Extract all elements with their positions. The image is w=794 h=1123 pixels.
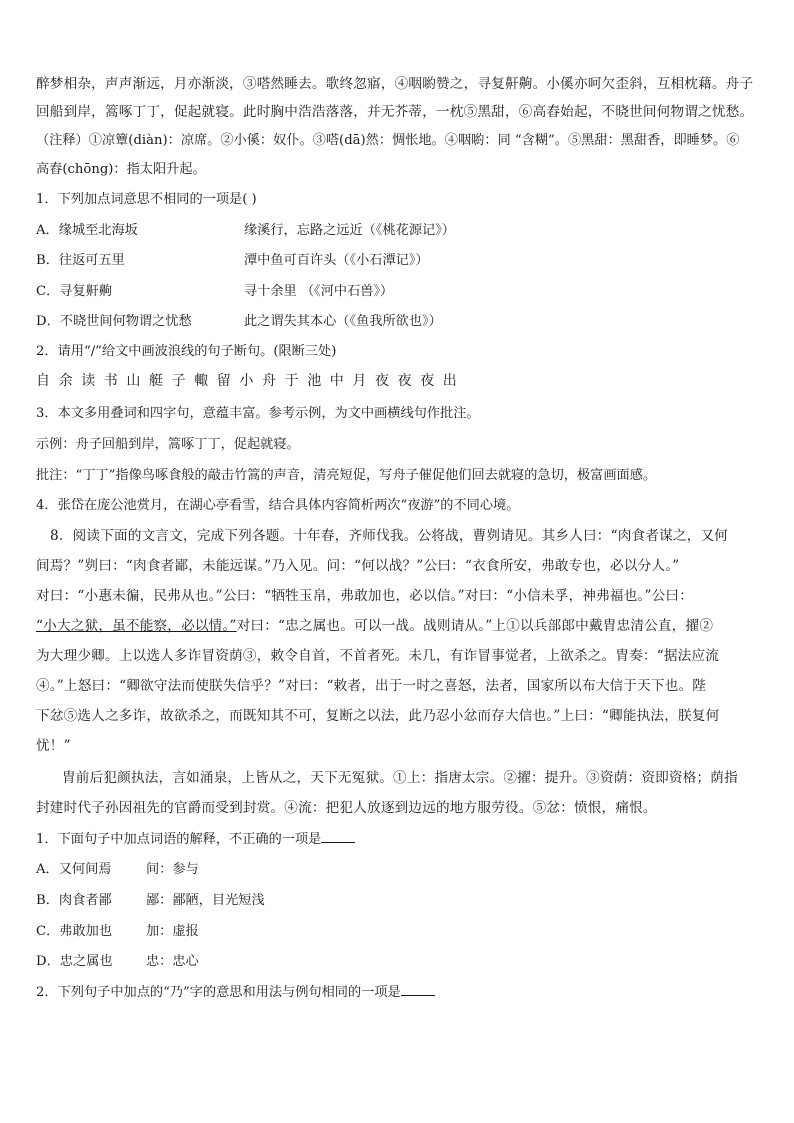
option-b-right: 鄙：鄙陋，目光短浅 <box>146 893 265 908</box>
answer-blank <box>321 830 355 843</box>
annotation-example: 批注：“丁丁”指像鸟啄食般的敲击竹篙的声音，清亮短促，写舟子催促他们回去就寝的急切，极富画面感。 <box>36 468 657 483</box>
option-d-left: D．不晓世间何物谓之忧愁 <box>36 314 192 329</box>
question-2: 2．请用“/”给文中画波浪线的句子断句。(限断三处) <box>36 344 337 359</box>
passage-line: 间焉？”刿曰：“肉食者鄙，未能远谋。”乃入见。问：“何以战？”公曰：“衣食所安，弗敢专也，必以分人。” <box>36 558 680 574</box>
passage-line: ④。”上怒曰：“卿欲守法而使朕失信乎？”对曰：“敕者，出于一时之喜怒，法者，国家所以布大信于天下也。陛 <box>36 678 707 694</box>
option-c-left: C．寻复鼾齁 <box>36 284 113 299</box>
option-a-left: A．又何间焉 <box>36 862 112 877</box>
option-a-left: A．缘城至北海坂 <box>36 223 138 238</box>
option-d-left: D．忠之属也 <box>36 954 113 969</box>
option-d <box>36 310 442 329</box>
option-c-right: 寻十余里 （《河中石兽》） <box>244 284 394 299</box>
annotation-line: （注释）①凉簟(diàn)：凉席。②小傒：奴仆。③嗒(dā)然：惆怅地。④咽喲：同 “含糊”。⑤黑甜：黑甜香，即睡梦。⑥ <box>36 133 740 148</box>
question-3: 3．本文多用叠词和四字句，意蕴丰富。参考示例，为文中画横线句作批注。 <box>36 406 480 421</box>
passage-line: 忧！” <box>36 738 71 754</box>
passage-text: 对曰：“忠之属也。可以一战。战则请从。”上①以兵部郎中戴胄忠清公直，擢② <box>236 618 714 634</box>
passage-line: 对曰：“小惠未徧，民弗从也。”公曰：“牺牲玉帛，弗敢加也，必以信。”对曰：“小信未孚，神弗福也。”公曰： <box>36 588 694 604</box>
passage-line: 为大理少卿。上以选人多诈冒资荫③，敕令自首，不首者死。未几，有诈冒事觉者，上欲杀之。胄奏：“据法应流 <box>36 648 720 664</box>
answer-blank <box>401 983 435 996</box>
passage-line: 胄前后犯颜执法，言如涌泉，上皆从之，天下无冤狱。①上：指唐太宗。②擢：提升。③资荫：资即资格；荫指 <box>62 770 738 786</box>
option-a <box>36 219 455 238</box>
option-a-right: 间：参与 <box>146 862 199 877</box>
option-d <box>36 950 199 969</box>
punctuation-sentence: 自余读书山艇子輙留小舟于池中月夜夜夜出 <box>36 373 466 389</box>
example-line: 示例：舟子回船到岸，篙啄丁丁，促起就寝。 <box>36 437 300 452</box>
option-c-left: C．弗敢加也 <box>36 924 113 939</box>
option-b-right: 潭中鱼可百许头（《小石潭记》） <box>244 253 429 268</box>
option-d-right: 此之谓失其本心（《鱼我所欲也》） <box>244 314 442 329</box>
question-8-2 <box>36 981 435 1000</box>
passage-line: 醉梦相杂，声声渐远，月亦渐淡，③嗒然睡去。歌终忽寤，④咽喲赞之，寻复鼾齁。小傒亦呵欠歪斜，互相枕藉。舟子 <box>36 76 754 92</box>
option-c <box>36 280 394 299</box>
question-1: 1．下列加点词意思不相同的一项是( ) <box>36 192 257 207</box>
passage-line: 回船到岸，篙啄丁丁，促起就寝。此时胸中浩浩落落，并无芥蒂，一枕⑤黑甜，⑥高舂始起，不晓世间何物谓之忧愁。 <box>36 104 754 120</box>
option-d-right: 忠：忠心 <box>146 954 199 969</box>
passage-line <box>36 614 713 634</box>
option-b <box>36 889 265 908</box>
option-b-left: B．肉食者鄙 <box>36 893 112 908</box>
option-b <box>36 249 429 268</box>
question-text: 1．下面句子中加点词语的解释，不正确的一项是 <box>36 832 322 847</box>
question-text: 2．下列句子中加点的“乃”字的意思和用法与例句相同的一项是 <box>36 985 401 1000</box>
option-c-right: 加：虚报 <box>146 924 199 939</box>
annotation-line: 高舂(chōng)：指太阳升起。 <box>36 162 206 177</box>
option-c <box>36 920 199 939</box>
underlined-sentence: “小大之狱，虽不能察，必以情。” <box>36 618 237 634</box>
section-8-intro: 8．阅读下面的文言文，完成下列各题。十年春，齐师伐我。公将战，曹刿请见。其乡人曰：“肉食者谋之，又何 <box>50 528 729 544</box>
option-a <box>36 858 199 877</box>
question-4: 4．张岱在庞公池赏月，在湖心亭看雪，结合具体内容简析两次“夜游”的不同心境。 <box>36 498 520 513</box>
option-a-right: 缘溪行，忘路之远近（《桃花源记》） <box>244 223 455 238</box>
option-b-left: B．往返可五里 <box>36 253 125 268</box>
question-8-1 <box>36 828 355 847</box>
passage-line: 下忿⑤选人之多诈，故欲杀之，而既知其不可，复断之以法，此乃忍小忿而存大信也。”上曰：“卿能执法，朕复何 <box>36 708 720 724</box>
passage-line: 封建时代子孙因祖先的官爵而受到封赏。④流：把犯人放逐到边远的地方服劳役。⑤忿：愤恨，痛恨。 <box>36 800 657 816</box>
